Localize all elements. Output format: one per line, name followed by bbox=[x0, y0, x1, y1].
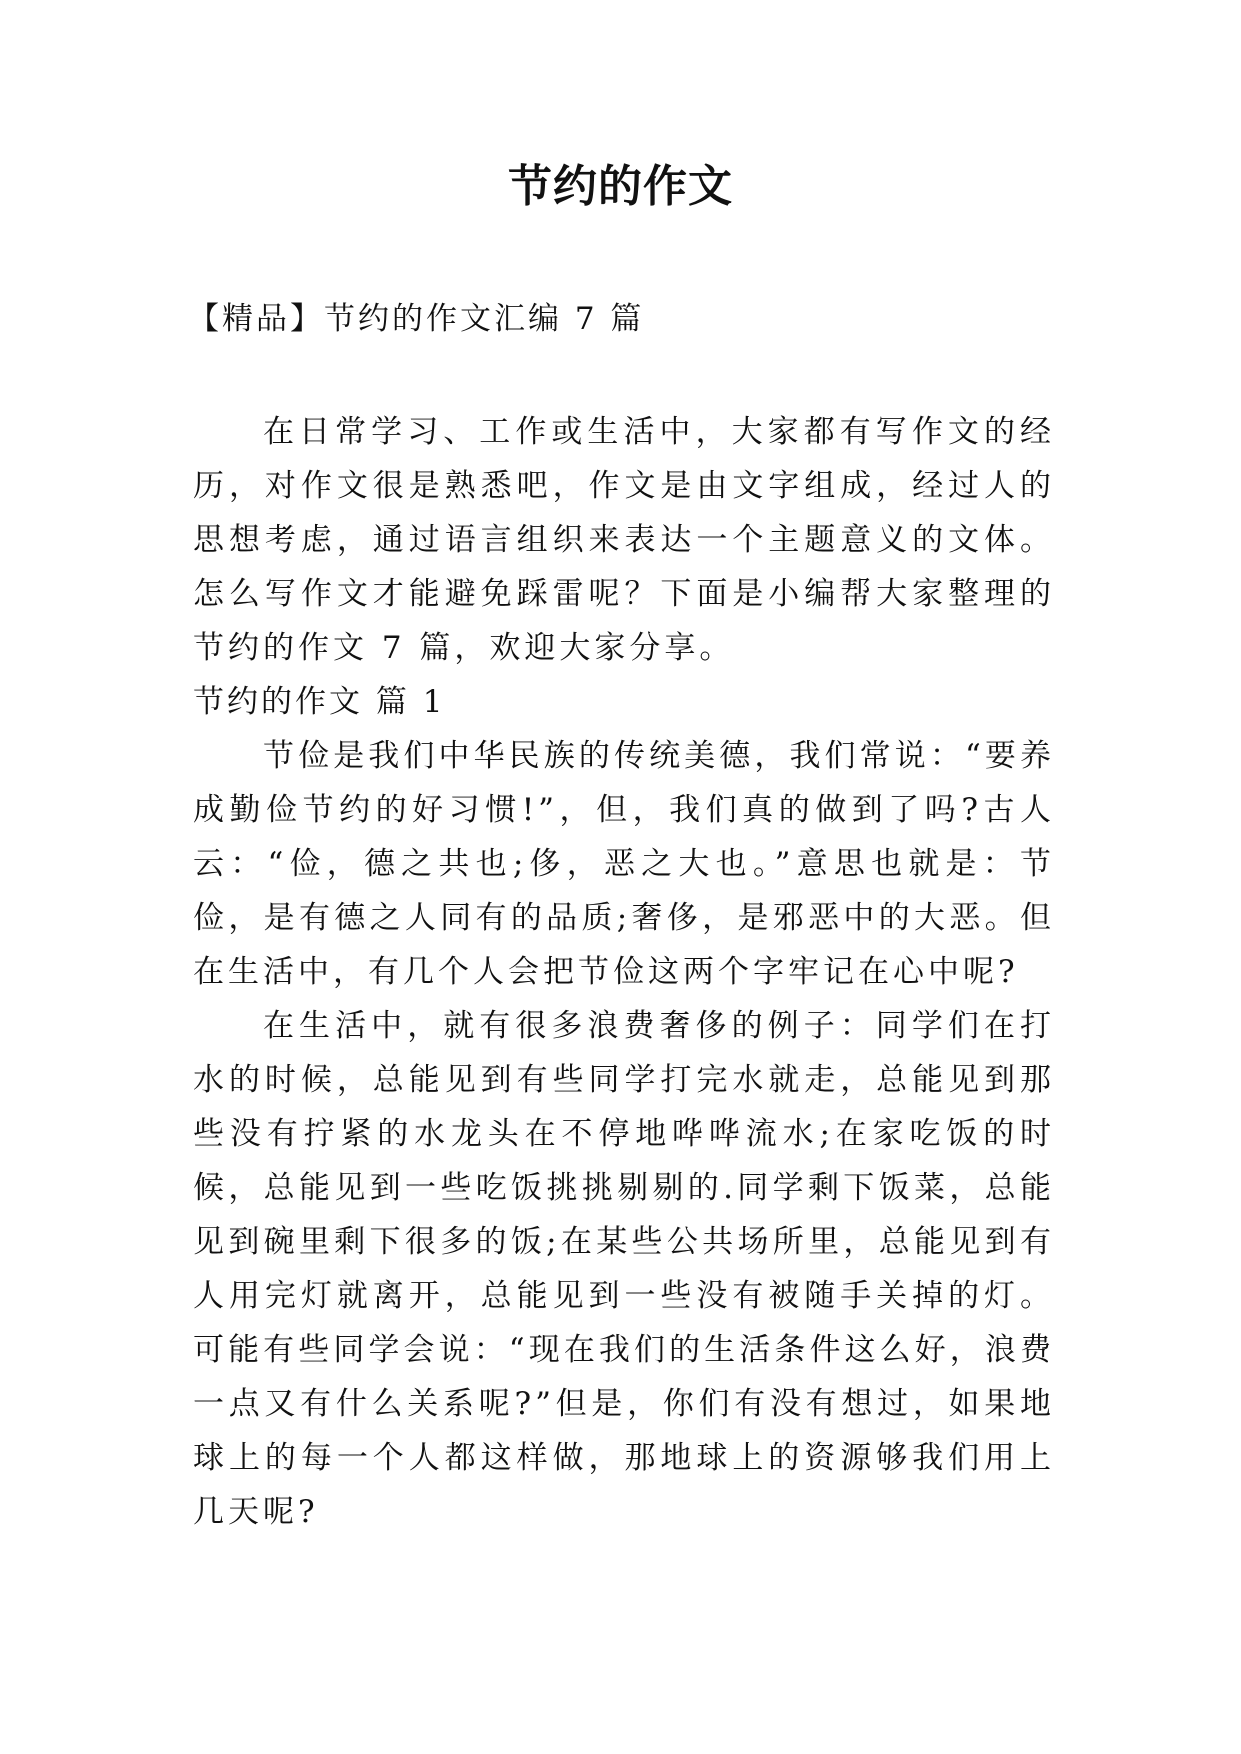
intro-paragraph: 在日常学习、工作或生活中，大家都有写作文的经历，对作文很是熟悉吧，作文是由文字组成，经过人的思想考虑，通过语言组织来表达一个主题意义的文体。怎么写作文才能避免踩雷呢？下面是小编帮大家整理的节约的作文 7 篇，欢迎大家分享。 bbox=[193, 414, 1055, 666]
body-paragraph: 节俭是我们中华民族的传统美德，我们常说：“要养成勤俭节约的好习惯!”，但，我们真的做到了吗?古人云：“俭，德之共也;侈，恶之大也。”意思也就是：节俭，是有德之人同有的品质;奢侈，是邪恶中的大恶。但在生活中，有几个人会把节俭这两个字牢记在心中呢? bbox=[193, 738, 1055, 990]
section-heading: 节约的作文 篇 1 bbox=[193, 684, 446, 720]
body-paragraph: 在生活中，就有很多浪费奢侈的例子：同学们在打水的时候，总能见到有些同学打完水就走，总能见到那些没有拧紧的水龙头在不停地哗哗流水;在家吃饭的时候，总能见到一些吃饭挑挑剔剔的.同学剩下饭菜，总能见到碗里剩下很多的饭;在某些公共场所里，总能见到有人用完灯就离开，总能见到一些没有被随手关掉的灯。可能有些同学会说：“现在我们的生活条件这么好，浪费一点又有什么关系呢?”但是，你们有没有想过，如果地球上的每一个人都这样做，那地球上的资源够我们用上几天呢? bbox=[193, 1008, 1055, 1530]
document-subtitle: 【精品】节约的作文汇编 7 篇 bbox=[188, 301, 645, 337]
document-body bbox=[193, 405, 1055, 1539]
document-title: 节约的作文 bbox=[508, 161, 733, 212]
